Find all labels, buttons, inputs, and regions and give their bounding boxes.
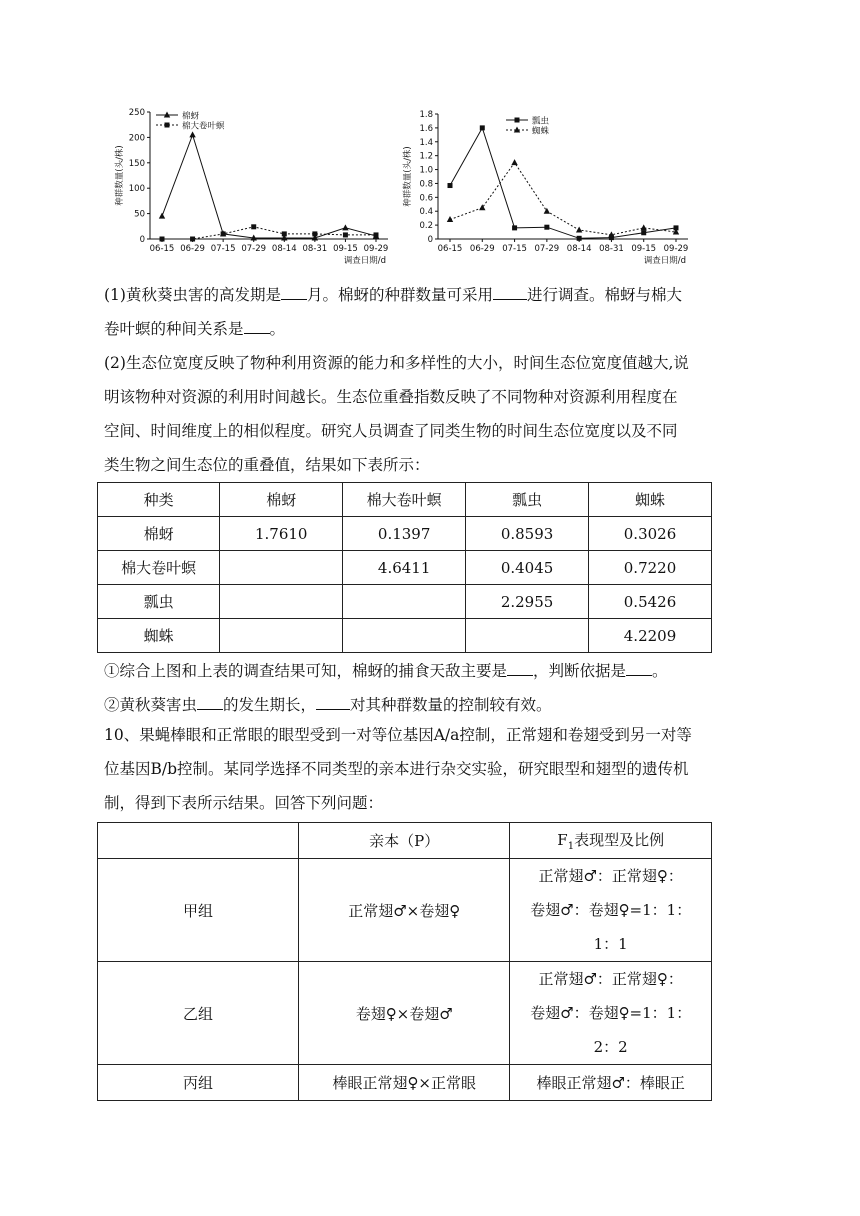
x-tick-label: 08-14 (271, 244, 297, 254)
y-tick-label: 100 (128, 184, 145, 195)
x-tick-label: 06-15 (149, 244, 175, 254)
x-tick-label: 06-15 (437, 244, 463, 254)
y-tick-label: 200 (128, 133, 145, 144)
table-cell: 0.1397 (343, 517, 466, 551)
y-tick-label: 1.0 (419, 165, 433, 176)
f1-subscript: 1 (567, 841, 575, 852)
table-header-empty (98, 823, 299, 859)
answer-blank[interactable] (507, 659, 533, 676)
data-point-瓢虫 (512, 225, 517, 230)
data-point-蜘蛛 (447, 216, 453, 222)
x-tick-label: 07-29 (534, 244, 560, 254)
table-cell: 2.2955 (466, 585, 589, 619)
answer-blank[interactable] (626, 659, 652, 676)
table-cell: 1.7610 (220, 517, 343, 551)
table-cell: 0.5426 (589, 585, 712, 619)
x-axis-label: 调查日期/d (643, 256, 686, 266)
f1-line: 正常翅♂：正常翅♀： (538, 970, 683, 988)
f1-line: 1：1 (593, 935, 628, 953)
table-cell: 棉蚜 (98, 517, 220, 551)
sub1-text-a: ①综合上图和上表的调查结果可知，棉蚜的捕食天敌主要是 (104, 662, 508, 680)
table-cell (220, 585, 343, 619)
question-1-line-1 (104, 278, 754, 312)
y-tick-label: 0.4 (419, 207, 433, 218)
q1-text-c: 进行调查。棉蚜与棉大 (526, 286, 682, 304)
table-row (98, 517, 712, 551)
x-tick-label: 09-15 (333, 244, 358, 254)
table-header-f1 (510, 823, 712, 859)
q1-text-d: 卷叶螟的种间关系是 (104, 320, 244, 338)
f1-letter: F (557, 831, 568, 849)
data-point-棉大卷叶螟 (312, 231, 317, 236)
y-tick-label: 50 (134, 209, 145, 220)
table-cell: 0.8593 (466, 517, 589, 551)
chart-ladybug-spider (398, 100, 698, 272)
f1-line: 棒眼正常翅♂：棒眼正 (536, 1073, 685, 1092)
group-cell: 丙组 (98, 1065, 299, 1101)
table-cell (343, 619, 466, 653)
answer-blank[interactable] (281, 283, 307, 300)
x-tick-label: 07-29 (241, 244, 267, 254)
question-2-line: 明该物种对资源的利用时间越长。生态位重叠指数反映了不同物种对资源利用程度在 (104, 388, 678, 406)
table-cell: 0.7220 (589, 551, 712, 585)
f1-line: 卷翅♂：卷翅♀=1：1： (530, 901, 692, 919)
legend-marker-瓢虫 (515, 118, 520, 123)
line-chart-2 (398, 100, 698, 272)
answer-blank[interactable] (197, 693, 223, 710)
data-point-蜘蛛 (511, 159, 517, 165)
table-cell: 4.2209 (589, 619, 712, 653)
sub2-text-a: ②黄秋葵害虫 (104, 696, 198, 714)
table-row (98, 619, 712, 653)
question-1 (104, 278, 754, 346)
table-row (98, 585, 712, 619)
x-tick-label: 09-15 (631, 244, 657, 254)
group-cell: 甲组 (98, 859, 299, 962)
question-10-line: 位基因B/b控制。某同学选择不同类型的亲本进行杂交实验，研究眼型和翅型的遗传机 (104, 760, 689, 778)
niche-overlap-table (97, 482, 712, 653)
answer-blank[interactable] (244, 317, 270, 334)
series-line-蜘蛛 (450, 163, 676, 235)
sub2-text-c: 对其种群数量的控制较有效。 (350, 696, 552, 714)
f1-line: 正常翅♂：正常翅♀： (538, 867, 683, 885)
y-tick-label: 0 (139, 235, 145, 245)
table-header: 棉蚜 (220, 483, 343, 517)
line-chart-1 (110, 100, 400, 272)
data-point-蜘蛛 (641, 224, 647, 230)
x-tick-label: 08-31 (302, 244, 328, 254)
series-line-棉蚜 (162, 135, 376, 238)
table-cell: 0.4045 (466, 551, 589, 585)
y-tick-label: 0 (427, 235, 433, 245)
series-line-瓢虫 (450, 128, 676, 238)
parent-cell: 卷翅♀×卷翅♂ (299, 962, 510, 1065)
sub1-text-b: ，判断依据是 (533, 662, 627, 680)
y-tick-label: 1.4 (419, 137, 433, 148)
y-axis-label: 种群数量(头/株) (403, 146, 413, 207)
table-cell (466, 619, 589, 653)
answer-blank[interactable] (316, 693, 350, 710)
table-cell: 0.3026 (589, 517, 712, 551)
q1-text-e: 。 (269, 320, 286, 338)
x-tick-label: 09-29 (663, 244, 689, 254)
data-point-棉蚜 (189, 131, 195, 137)
y-tick-label: 1.8 (419, 110, 433, 120)
table-row (98, 962, 712, 1065)
sub2-text-b: 的发生期长， (223, 696, 317, 714)
data-point-棉大卷叶螟 (282, 231, 287, 236)
table-header-row (98, 483, 712, 517)
table-cell: 瓢虫 (98, 585, 220, 619)
x-tick-label: 07-15 (210, 244, 236, 254)
data-point-棉大卷叶螟 (343, 232, 348, 237)
legend-label: 棉蚜 (182, 111, 200, 122)
group-cell: 乙组 (98, 962, 299, 1065)
sub1-text-c: 。 (652, 662, 668, 680)
f1-line: 2：2 (593, 1038, 628, 1056)
y-tick-label: 0.2 (419, 221, 433, 232)
x-tick-label: 06-29 (469, 244, 495, 254)
y-tick-label: 0.8 (419, 179, 433, 190)
data-point-瓢虫 (448, 183, 453, 188)
question-2-line: 类生物之间生态位的重叠值，结果如下表所示： (104, 456, 430, 474)
q1-text-a: (1)黄秋葵虫害的高发期是 (104, 286, 281, 304)
data-point-棉蚜 (159, 213, 165, 219)
question-10 (104, 718, 754, 820)
cross-experiment-table (97, 822, 712, 1101)
table-header: 棉大卷叶螟 (343, 483, 466, 517)
table-header-row (98, 823, 712, 859)
table-cell (343, 585, 466, 619)
legend-label: 瓢虫 (532, 116, 550, 127)
x-tick-label: 08-31 (599, 244, 624, 254)
table-header: 蜘蛛 (589, 483, 712, 517)
sub-question-2 (104, 688, 754, 722)
x-axis-label: 调查日期/d (343, 256, 386, 266)
table-cell: 蜘蛛 (98, 619, 220, 653)
data-point-棉大卷叶螟 (160, 237, 165, 242)
table-header: 亲本（P） (299, 823, 510, 859)
table-header: 种类 (98, 483, 220, 517)
y-tick-label: 150 (128, 158, 145, 169)
y-axis-label: 种群数量(头/株) (115, 145, 125, 206)
table-cell (220, 619, 343, 653)
data-point-蜘蛛 (576, 226, 582, 232)
data-point-瓢虫 (480, 125, 485, 130)
x-tick-label: 09-29 (363, 244, 389, 254)
f1-cell (510, 1065, 712, 1101)
legend-label: 棉大卷叶螟 (182, 121, 225, 132)
question-10-line: 10、果蝇棒眼和正常眼的眼型受到一对等位基因A/a控制，正常翅和卷翅受到另一对等 (104, 726, 692, 744)
answer-blank[interactable] (493, 283, 527, 300)
data-point-瓢虫 (577, 236, 582, 241)
table-cell (220, 551, 343, 585)
f1-cell (510, 859, 712, 962)
f1-cell (510, 962, 712, 1065)
chart-aphid-leafroller (110, 100, 400, 272)
parent-cell: 棒眼正常翅♀×正常眼 (299, 1065, 510, 1101)
x-tick-label: 06-29 (180, 244, 205, 254)
question-2 (104, 346, 754, 482)
y-tick-label: 1.2 (419, 151, 433, 162)
q1-text-b: 月。棉蚜的种群数量可采用 (306, 286, 493, 304)
x-tick-label: 08-14 (566, 244, 592, 254)
legend-marker-棉大卷叶螟 (165, 123, 170, 128)
y-tick-label: 250 (128, 108, 145, 118)
table-cell: 棉大卷叶螟 (98, 551, 220, 585)
y-tick-label: 0.6 (419, 193, 433, 204)
table-row (98, 859, 712, 962)
table-row (98, 551, 712, 585)
data-point-棉大卷叶螟 (221, 231, 226, 236)
question-2-line: 空间、时间维度上的相似程度。研究人员调查了同类生物的时间生态位宽度以及不同 (104, 422, 678, 440)
f1-line: 卷翅♂：卷翅♀=1：1： (530, 1004, 692, 1022)
legend-label: 蜘蛛 (532, 126, 550, 137)
table-row (98, 1065, 712, 1101)
data-point-棉大卷叶螟 (190, 237, 195, 242)
data-point-棉大卷叶螟 (374, 232, 379, 237)
data-point-瓢虫 (641, 230, 646, 235)
f1-header-text: 表现型及比例 (574, 831, 665, 849)
parent-cell: 正常翅♂×卷翅♀ (299, 859, 510, 962)
y-tick-label: 1.6 (419, 123, 433, 134)
data-point-棉蚜 (342, 224, 348, 230)
question-2-line: (2)生态位宽度反映了物种利用资源的能力和多样性的大小，时间生态位宽度值越大,说 (104, 354, 689, 372)
sub-questions (104, 654, 754, 722)
data-point-瓢虫 (544, 225, 549, 230)
x-tick-label: 07-15 (502, 244, 527, 254)
data-point-棉大卷叶螟 (251, 224, 256, 229)
table-header: 瓢虫 (466, 483, 589, 517)
question-10-line: 制，得到下表所示结果。回答下列问题： (104, 794, 384, 812)
question-1-line-2 (104, 312, 754, 346)
table-cell: 4.6411 (343, 551, 466, 585)
sub-question-1 (104, 654, 754, 688)
